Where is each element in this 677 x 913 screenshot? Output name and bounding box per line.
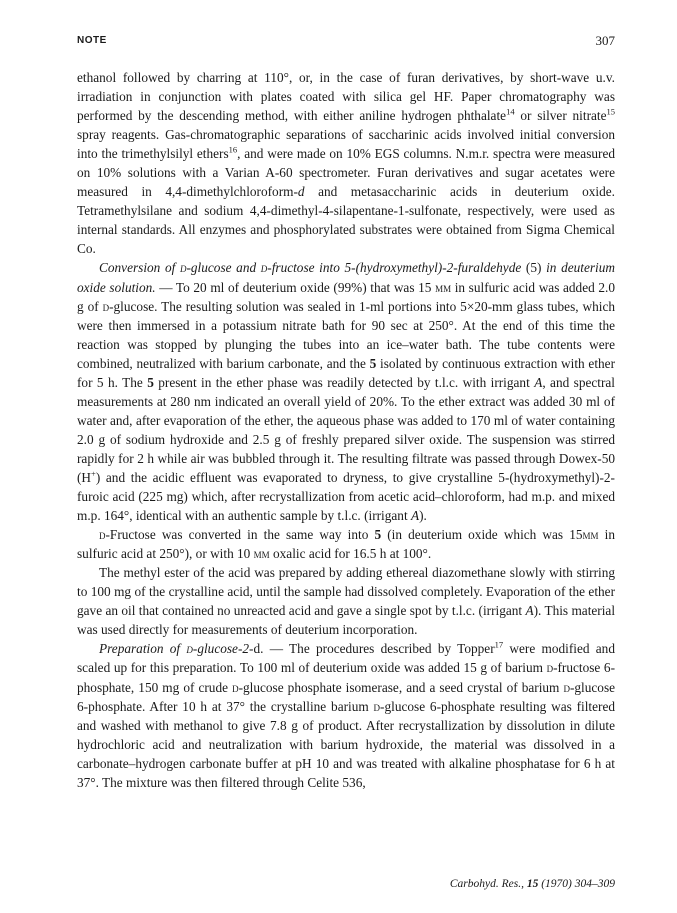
text-run: -glucose. The resulting solution was sealed in 1-ml portions into 5×20-mm glass tubes, which were then immersed in a potassium nitrate bath for 90 sec at 250°. At the end of this time the reaction was stopped by plunging the tubes into an ice–water bath. The tube contents were combined, neutralized with barium carbonate, and the [77,298,616,371]
text-run: A [525,603,534,619]
text-run: d [563,679,570,695]
text-run: d [179,260,187,276]
text-run: ). [419,508,427,524]
text-run: A [410,508,420,524]
paragraph [77,258,615,525]
journal-volume: 15 [526,878,539,890]
reference-superscript: + [91,468,96,479]
text-run: d [99,527,106,543]
text-run: Preparation of [99,641,187,657]
text-run: -glucose-2- [192,641,254,657]
text-run: and metasaccharinic acids in deuterium oxide. Tetramethylsilane and sodium 4,4-dimethyl-4-silapentane-1-sulfonate, respectively, were used as internal standards. All enzymes and phosphorylated substrates were obtained from Sigma Chemical Co. [77,184,615,257]
paragraph [77,68,615,258]
text-run: ). This material was used directly for measurements of deuterium incorporation. [77,603,616,638]
running-head [77,33,615,49]
text-run: -glucose phosphate isomerase, and a seed crystal of barium [238,679,564,695]
paragraph [77,563,615,639]
text-run: mm [435,279,452,295]
text-run: ethanol followed by charring at 110°, or, in the case of furan derivatives, by short-wave u.v. irradiation in conjunction with plates coated with silica gel HF. Paper chromatography was performed by the descending method, with either aniline hydrogen phthalate [77,70,615,124]
text-run: A [534,374,543,390]
text-run: , and were made on 10% EGS columns. N.m.r. spectra were measured on 10% solutions with a Varian A-60 spectrometer. Furan derivatives and sugar acetates were measured in 4,4-dimethylchloroform- [77,146,616,200]
text-run: (5) [525,260,547,276]
text-run: -glucose and [186,260,261,276]
paragraph [77,525,615,563]
text-run: 5 [374,527,382,543]
text-run: in sulfuric acid at 250°), or with 10 [77,527,615,562]
journal-year-pages: (1970) 304–309 [538,878,615,890]
text-run: isolated by continuous extraction with ether for 5 h. The [77,355,615,390]
body-text [77,68,615,792]
text-run: — To 20 ml of deuterium oxide (99%) that was 15 [155,279,436,295]
page-number: 307 [595,33,615,48]
text-run: d [260,260,268,276]
text-run: in deuterium oxide solution. [77,260,615,295]
text-run: oxalic acid for 16.5 h at 100°. [269,546,432,562]
reference-superscript: 14 [506,106,515,117]
text-run: 5 [147,374,154,390]
text-run: d [297,184,305,200]
text-run: d [102,298,110,314]
journal-name: Carbohyd. Res., [449,878,524,890]
text-run: (in deuterium oxide which was 15 [381,527,583,543]
text-run: d [546,660,554,676]
paragraph [77,639,615,791]
text-run: 5 [369,355,377,371]
text-run: Conversion of [99,260,180,276]
text-run: were modified and scaled up for this preparation. To 100 ml of deuterium oxide was added 15 g of barium [77,641,615,676]
text-run: , and spectral measurements at 280 nm indicated an overall yield of 20%. To the ether extract was added 30 ml of water and, after evaporation of the ether, the aqueous phase was added to 170 ml of water containing 2.0 g of sodium hydroxide and 2.5 g of freshly prepared silver oxide. The suspension was stirred rapidly for 2 h while air was bubbled through it. The resulting filtrate was passed through Dowex-50 (H [77,374,615,485]
text-run: mm [253,546,270,562]
text-run: -glucose 6-phosphate resulting was filtered and washed with methanol to give 7.8 g of product. After recrystallization by dissolution in dilute hydrochloric acid and neutralization with barium hydroxide, the material was dissolved in a carbonate–hydrogen carbonate buffer at pH 10 and was treated with alkaline phosphatase for 6 h at 37°. The mixture was then filtered through Celite 536, [77,698,615,790]
reference-superscript: 15 [606,106,615,117]
text-run: -Fructose was converted in the same way into [105,527,375,543]
text-run: ) and the acidic effluent was evaporated to dryness, to give crystalline 5-(hydroxymethyl)-2-furoic acid (225 mg) which, after recrystallization from acetic acid–chloroform, had m.p. and mixed m.p. 164°, identical with an authentic sample by t.l.c. (irrigant [77,469,615,524]
text-run: -fructose into 5-(hydroxymethyl)-2-furaldehyde [267,260,526,276]
text-run: in sulfuric acid was added 2.0 g of [77,279,616,314]
text-run: — The procedures described by Topper [263,641,495,657]
text-run: mm [582,527,599,543]
text-run: spray reagents. Gas-chromatographic separations of saccharinic acids involved initial conversion into the trimethylsilyl ethers [77,127,615,162]
text-run: present in the ether phase was readily detected by t.l.c. with irrigant [153,374,535,390]
text-run: d [232,679,239,695]
journal-citation [450,878,615,890]
text-run: d [373,698,381,714]
text-run: -glucose 6-phosphate. After 10 h at 37° the crystalline barium [77,679,616,714]
section-label: NOTE [77,35,107,46]
text-run: d [186,641,193,657]
reference-superscript: 16 [228,144,238,155]
text-run: The methyl ester of the acid was prepared by adding ethereal diazomethane slowly with stirring to 100 mg of the crystalline acid, until the sample had dissolved completely. Evaporation of the ether gave an oil that contained no unreacted acid and gave a single spot by t.l.c. (irrigant [77,565,615,619]
text-run: or silver nitrate [514,108,607,124]
reference-superscript: 17 [494,639,504,650]
text-run: -fructose 6-phosphate, 150 mg of crude [77,660,615,695]
text-run: d. [253,641,264,657]
